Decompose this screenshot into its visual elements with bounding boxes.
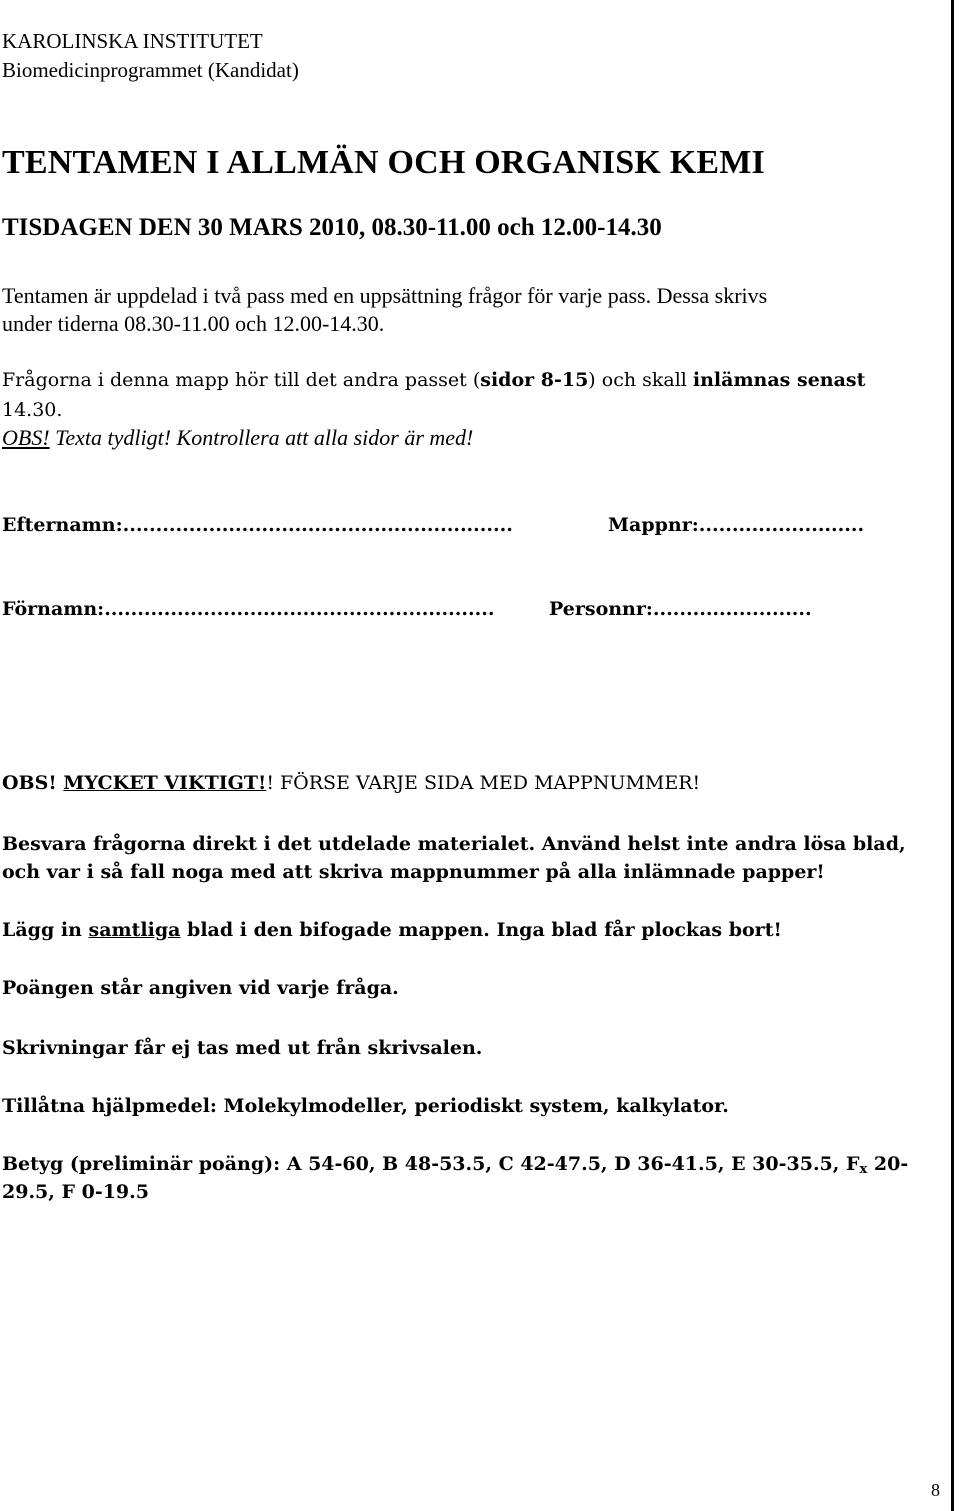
grades-text-a: Betyg (preliminär poäng): A 54-60, B 48-53.5, C 42-47.5, D 36-41.5, E 30-35.5, F <box>2 1153 860 1175</box>
obs-label: OBS! <box>2 425 50 450</box>
obs-note-text: Texta tydligt! Kontrollera att alla sidor är med! <box>49 425 474 450</box>
important-rest: ! FÖRSE VARJE SIDA MED MAPPNUMMER! <box>266 772 701 794</box>
mapp-info-text-c: ) och skall <box>588 369 693 391</box>
obs-note <box>2 424 473 452</box>
rule-no-removal: Skrivningar får ej tas med ut från skrivsalen. <box>2 1037 483 1059</box>
grades-text-b: 20- <box>867 1153 909 1175</box>
mapp-info-pages: sidor 8-15 <box>480 369 589 391</box>
rule-grades-line-2: 29.5, F 0-19.5 <box>2 1181 149 1203</box>
fornamn-field: Förnamn:........................................................... <box>2 598 495 620</box>
institution-name: KAROLINSKA INSTITUTET <box>2 29 263 53</box>
rule-aids: Tillåtna hjälpmedel: Molekylmodeller, periodiskt system, kalkylator. <box>2 1095 729 1117</box>
intro-line-1: Tentamen är uppdelad i två pass med en uppsättning frågor för varje pass. Dessa skrivs <box>2 283 768 308</box>
important-notice <box>2 772 700 794</box>
rule-sheets-c: blad i den bifogade mappen. Inga blad får plockas bort! <box>180 919 782 941</box>
efternamn-field: Efternamn:........................................................... <box>2 514 513 536</box>
rule-answer-line-2: och var i så fall noga med att skriva mappnummer på alla inlämnade papper! <box>2 861 825 883</box>
program-name: Biomedicinprogrammet (Kandidat) <box>2 58 299 82</box>
rule-points: Poängen står angiven vid varje fråga. <box>2 977 399 999</box>
mapp-info-deadline: inlämnas senast <box>692 369 866 391</box>
important-obs: OBS! <box>2 772 57 794</box>
rule-sheets <box>2 916 782 944</box>
exam-title: TENTAMEN I ALLMÄN OCH ORGANISK KEMI <box>2 144 765 181</box>
personnr-field: Personnr:........................ <box>549 598 812 620</box>
mapp-info-line-2: 14.30. <box>2 399 63 421</box>
mapp-info-line-1 <box>2 366 865 394</box>
page-number: 8 <box>931 1480 940 1500</box>
exam-date: TISDAGEN DEN 30 MARS 2010, 08.30-11.00 och 12.00-14.30 <box>2 214 662 241</box>
grades-subscript: x <box>859 1162 868 1177</box>
rule-sheets-samtliga: samtliga <box>88 919 181 941</box>
intro-line-2: under tiderna 08.30-11.00 och 12.00-14.30. <box>2 311 385 336</box>
mapp-info-text-a: Frågorna i denna mapp hör till det andra passet ( <box>2 369 481 391</box>
important-viktigt: MYCKET VIKTIGT! <box>63 772 267 794</box>
rule-answer-line-1: Besvara frågorna direkt i det utdelade materialet. Använd helst inte andra lösa blad, <box>2 833 906 855</box>
mappnr-field: Mappnr:......................... <box>608 514 865 536</box>
rule-sheets-a: Lägg in <box>2 919 89 941</box>
